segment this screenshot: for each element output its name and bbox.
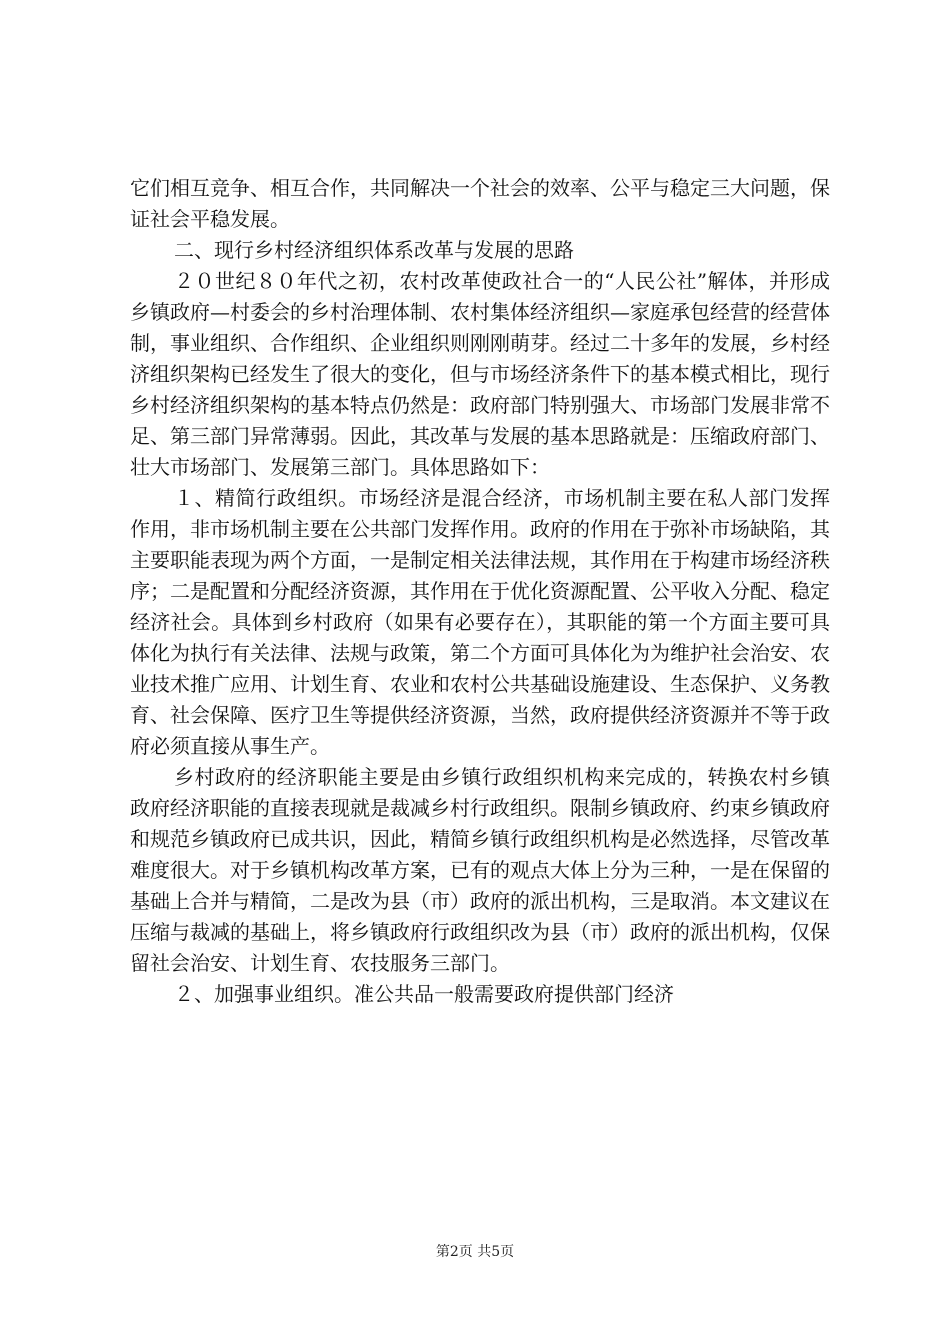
page-footer: 第2页 共5页 [435, 1244, 515, 1260]
paragraph-background: ２０世纪８０年代之初，农村改革使政社合一的“人民公社”解体，并形成乡镇政府—村委会的乡村治理体制、农村集体经济组织—家庭承包经营的经营体制，事业组织、合作组织、企业组织则刚刚萌芽。经过二十多年的发展，乡村经济组织架构已经发生了很大的变化，但与市场经济条件下的基本模式相比，现行乡村经济组织架构的基本特点仍然是：政府部门特别强大、市场部门发展非常不足、第三部门异常薄弱。因此，其改革与发展的基本思路就是：压缩政府部门、壮大市场部门、发展第三部门。具体思路如下： [130, 269, 830, 479]
paragraph-point-2: ２、加强事业组织。准公共品一般需要政府提供部门经济 [174, 982, 674, 1006]
paragraph-township-government: 乡村政府的经济职能主要是由乡镇行政组织机构来完成的，转换农村乡镇政府经济职能的直接表现就是裁减乡村行政组织。限制乡镇政府、约束乡镇政府和规范乡镇政府已成共识，因此，精简乡镇行政组织机构是必然选择，尽管改革难度很大。对于乡镇机构改革方案，已有的观点大体上分为三种，一是在保留的基础上合并与精简，二是改为县（市）政府的派出机构，三是取消。本文建议在压缩与裁减的基础上，将乡镇政府行政组织改为县（市）政府的派出机构，仅保留社会治安、计划生育、农技服务三部门。 [130, 765, 830, 975]
document-body [130, 173, 830, 1010]
section-heading: 二、现行乡村经济组织体系改革与发展的思路 [174, 238, 574, 262]
paragraph-continuation: 它们相互竞争、相互合作，共同解决一个社会的效率、公平与稳定三大问题，保证社会平稳发展。 [130, 176, 830, 231]
paragraph-point-1: １、精简行政组织。市场经济是混合经济，市场机制主要在私人部门发挥作用，非市场机制主要在公共部门发挥作用。政府的作用在于弥补市场缺陷，其主要职能表现为两个方面，一是制定相关法律法规，其作用在于构建市场经济秩序；二是配置和分配经济资源，其作用在于优化资源配置、公平收入分配、稳定经济社会。具体到乡村政府（如果有必要存在），其职能的第一个方面主要可具体化为执行有关法律、法规与政策，第二个方面可具体化为为维护社会治安、农业技术推广应用、计划生育、农业和农村公共基础设施建设、生态保护、义务教育、社会保障、医疗卫生等提供经济资源，当然，政府提供经济资源并不等于政府必须直接从事生产。 [130, 486, 830, 758]
